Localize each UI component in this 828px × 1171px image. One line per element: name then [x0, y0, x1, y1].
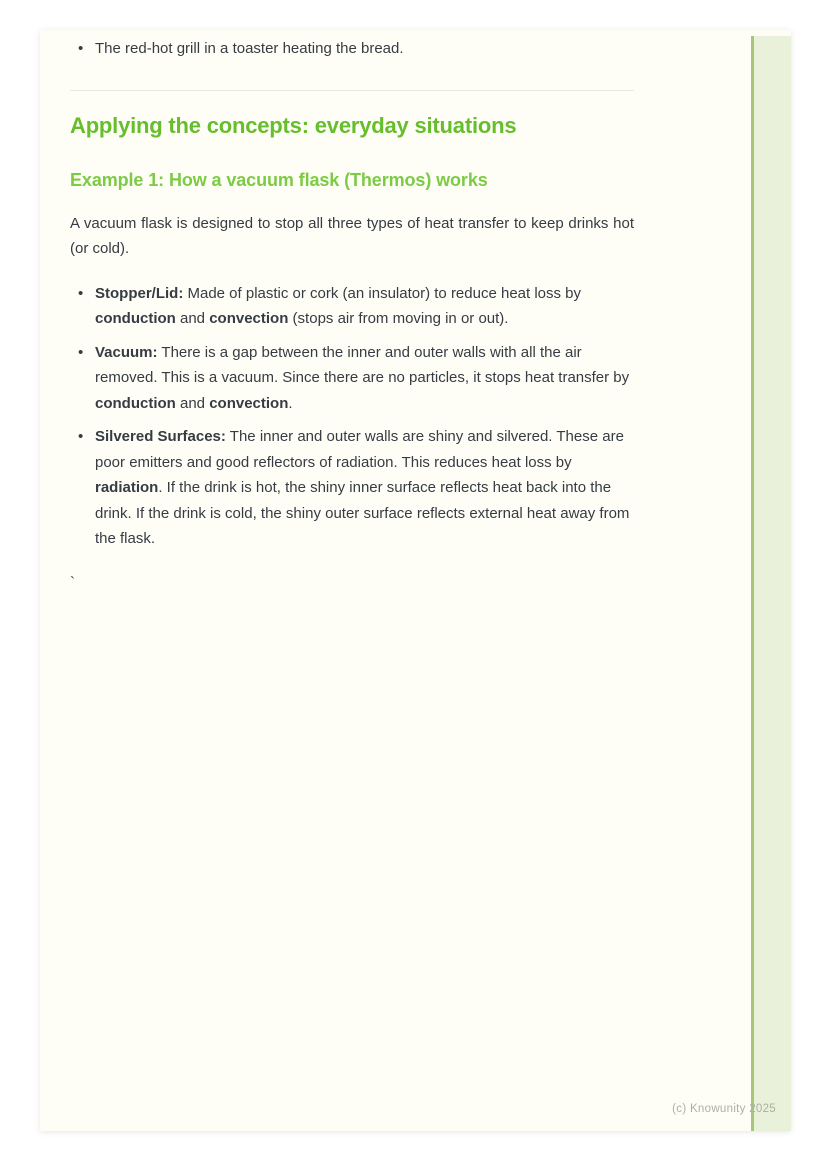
intro-paragraph: A vacuum flask is designed to stop all three types of heat transfer to keep drinks hot (or cold).	[70, 214, 634, 257]
list-item-text: The red-hot grill in a toaster heating the bread.	[95, 40, 404, 57]
bullet-icon: •	[78, 343, 84, 361]
list-item-text: Silvered Surfaces: The inner and outer walls are shiny and silvered. These are poor emitters and good reflectors of radiation. This reduces heat loss by radiation. If the drink is hot, the shiny inner surface reflects heat back into the drink. If the drink is cold, the shiny outer surface reflects external heat away from the flask.	[95, 428, 630, 547]
intro-list	[70, 36, 634, 62]
copyright-footer: (c) Knowunity 2025	[672, 1103, 776, 1115]
bullet-icon: •	[78, 40, 84, 57]
section-divider	[70, 90, 634, 91]
list-item-text: Vacuum: There is a gap between the inner and outer walls with all the air removed. This is a vacuum. Since there are no particles, it stops heat transfer by conduction and convection.	[95, 343, 630, 412]
section-title: Applying the concepts: everyday situations	[70, 112, 517, 138]
accent-strip	[751, 36, 791, 1131]
flask-feature-list	[70, 281, 634, 552]
document-content	[70, 30, 634, 595]
bullet-icon: •	[78, 428, 84, 445]
list-item	[70, 36, 634, 62]
list-item	[70, 424, 634, 552]
stray-backtick: `	[70, 573, 75, 591]
list-item-text: Stopper/Lid: Made of plastic or cork (an insulator) to reduce heat loss by conduction and convection (stops air from moving in or out).	[95, 284, 582, 327]
document-card	[40, 30, 791, 1131]
list-item	[70, 281, 634, 332]
bullet-icon: •	[78, 284, 84, 302]
example-title: Example 1: How a vacuum flask (Thermos) works	[70, 169, 488, 190]
list-item	[70, 340, 634, 417]
